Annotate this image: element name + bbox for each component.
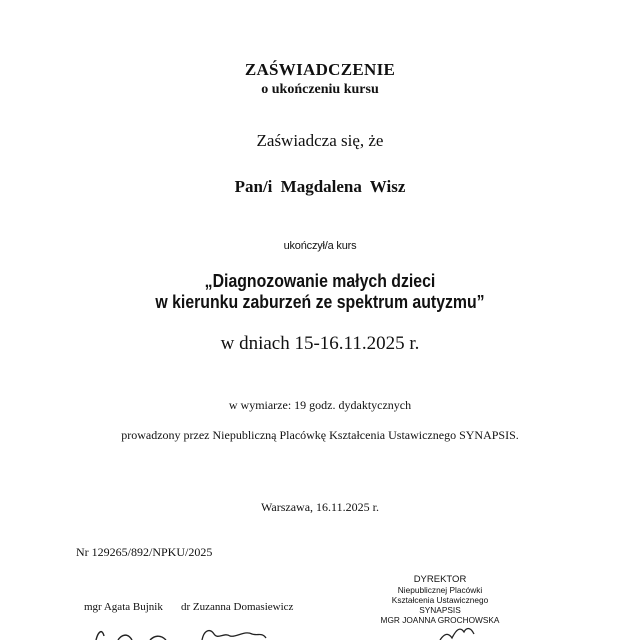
signer1-name: mgr Agata Bujnik bbox=[84, 601, 163, 613]
signature-2-icon bbox=[202, 631, 266, 640]
course-hours: w wymiarze: 19 godz. dydaktycznych bbox=[228, 398, 412, 412]
course-title-line1: „Diagnozowanie małych dzieci bbox=[204, 271, 436, 291]
director-stamp-line1: DYREKTOR bbox=[413, 574, 467, 585]
place-and-date: Warszawa, 16.11.2025 r. bbox=[261, 500, 379, 514]
course-dates: w dniach 15-16.11.2025 r. bbox=[220, 333, 420, 354]
signature-1-icon bbox=[96, 632, 166, 640]
certificate-number: Nr 129265/892/NPKU/2025 bbox=[76, 545, 213, 559]
director-stamp-line2: Niepublicznej Placówki bbox=[397, 585, 483, 595]
director-stamp bbox=[350, 575, 530, 625]
course-title-line2: w kierunku zaburzeń ze spektrum autyzmu” bbox=[155, 292, 485, 312]
director-stamp-line5: MGR JOANNA GROCHOWSKA bbox=[380, 615, 500, 625]
certificate-title: ZAŚWIADCZENIE bbox=[244, 60, 396, 79]
signer2-name: dr Zuzanna Domasiewicz bbox=[181, 601, 294, 613]
signature-director-icon bbox=[440, 629, 474, 640]
completed-text: ukończył/a kurs bbox=[283, 240, 357, 252]
director-stamp-line3: Kształcenia Ustawicznego bbox=[391, 595, 489, 605]
recipient-name: Pan/i Magdalena Wisz bbox=[234, 177, 406, 196]
certificate-subtitle: o ukończeniu kursu bbox=[261, 82, 379, 97]
certifies-text: Zaświadcza się, że bbox=[256, 131, 384, 150]
course-provider: prowadzony przez Niepubliczną Placówkę Kształcenia Ustawicznego SYNAPSIS. bbox=[121, 428, 519, 442]
director-stamp-line4: SYNAPSIS bbox=[419, 605, 461, 615]
